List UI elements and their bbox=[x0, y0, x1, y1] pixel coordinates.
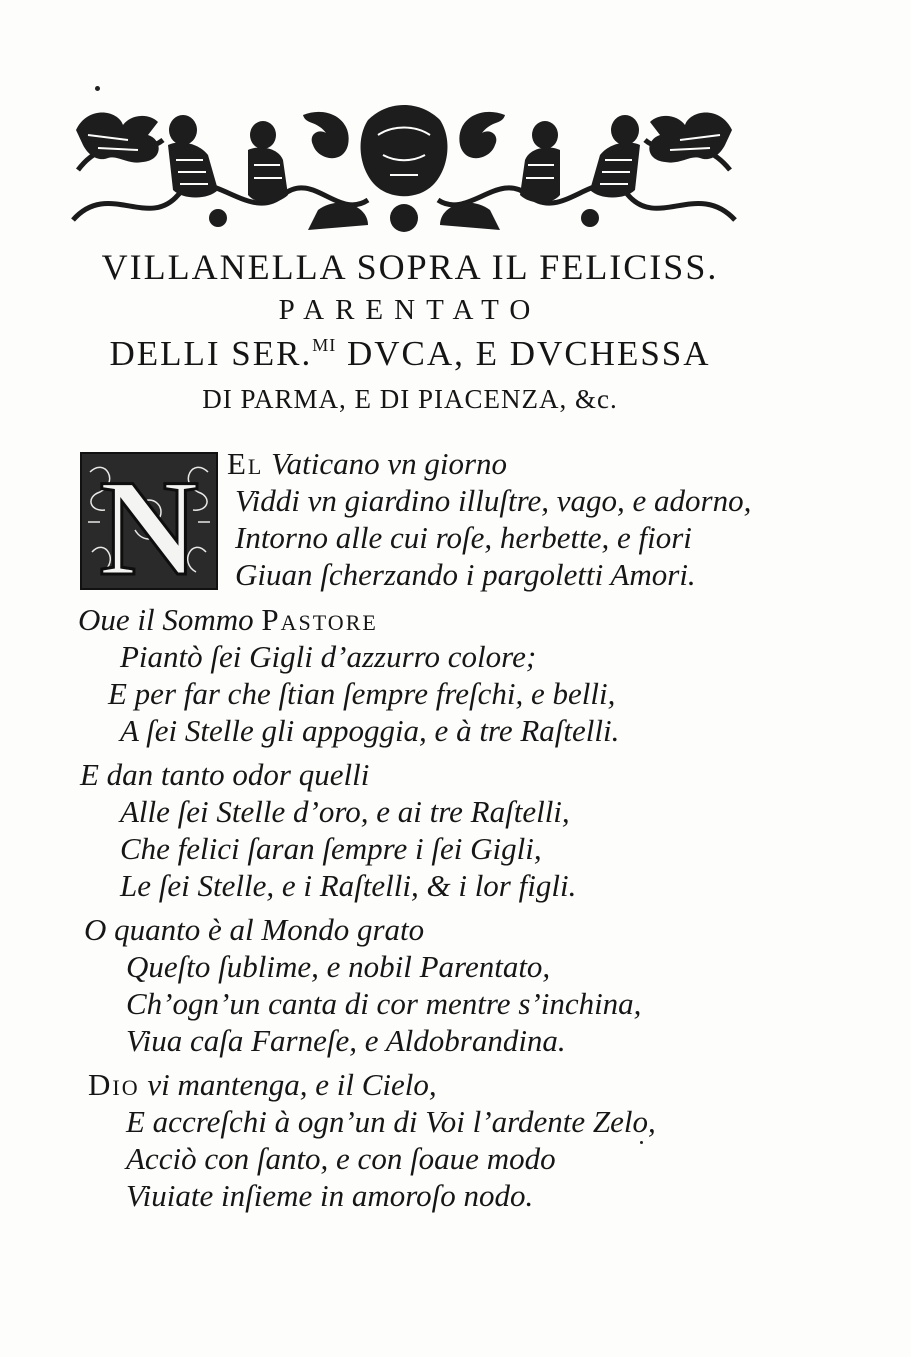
title-line-3-start: DELLI SER. bbox=[109, 334, 313, 373]
poem-line: Viddi vn giardino illuſtre, vago, e adorno, bbox=[235, 483, 752, 518]
poem-line-tail: Pastore bbox=[261, 602, 378, 637]
title-line-3-superscript: MI bbox=[312, 335, 337, 355]
poem-line: Viua caſa Farneſe, e Aldobrandina. bbox=[126, 1023, 566, 1058]
poem-line-text: Oue il Sommo bbox=[78, 602, 262, 637]
poem-line: Giuan ſcherzando i pargoletti Amori. bbox=[235, 557, 696, 592]
poem-line-text: Vaticano vn giorno bbox=[263, 446, 508, 481]
poem-line-lead: El bbox=[227, 446, 264, 481]
poem-line bbox=[78, 602, 378, 638]
title-line-4: DI PARMA, E DI PIACENZA, &c. bbox=[202, 384, 618, 414]
poem-line-text: vi mantenga, e il Cielo, bbox=[139, 1067, 437, 1102]
poem-line: Ch’ogn’un canta di cor mentre s’inchina, bbox=[126, 986, 642, 1021]
poem-line: Che felici ſaran ſempre i ſei Gigli, bbox=[120, 831, 542, 866]
poem-line: Acciò con ſanto, e con ſoaue modo bbox=[126, 1141, 556, 1176]
poem-line: A ſei Stelle gli appoggia, e à tre Raſtelli. bbox=[120, 713, 620, 748]
poem-line: Viuiate inſieme in amoroſo nodo. bbox=[126, 1178, 534, 1213]
title-line-2: PARENTATO bbox=[278, 294, 542, 326]
poem-line bbox=[227, 446, 507, 482]
poem-line: E per far che ſtian ſempre freſchi, e belli, bbox=[108, 676, 616, 711]
poem-line: O quanto è al Mondo grato bbox=[84, 912, 425, 947]
title-line-1: VILLANELLA SOPRA IL FELICISS. bbox=[101, 247, 719, 287]
initial-letter: N bbox=[99, 452, 199, 590]
poem-line: Intorno alle cui roſe, herbette, e fiori bbox=[235, 520, 692, 555]
poem-line: Alle ſei Stelle d’oro, e ai tre Raſtelli, bbox=[120, 794, 570, 829]
poem-line-lead: Dio bbox=[88, 1067, 140, 1102]
poem-line: E dan tanto odor quelli bbox=[80, 757, 370, 792]
poem-line: Queſto ſublime, e nobil Parentato, bbox=[126, 949, 551, 984]
poem-line bbox=[88, 1067, 437, 1103]
poem-line: Le ſei Stelle, e i Raſtelli, & i lor figli. bbox=[120, 868, 577, 903]
poem-line: Piantò ſei Gigli d’azzurro colore; bbox=[120, 639, 537, 674]
poem-line: E accreſchi à ogn’un di Voi l’ardente Zelo, bbox=[126, 1104, 656, 1139]
title-line-3-end: DVCA, E DVCHESSA bbox=[336, 334, 711, 373]
